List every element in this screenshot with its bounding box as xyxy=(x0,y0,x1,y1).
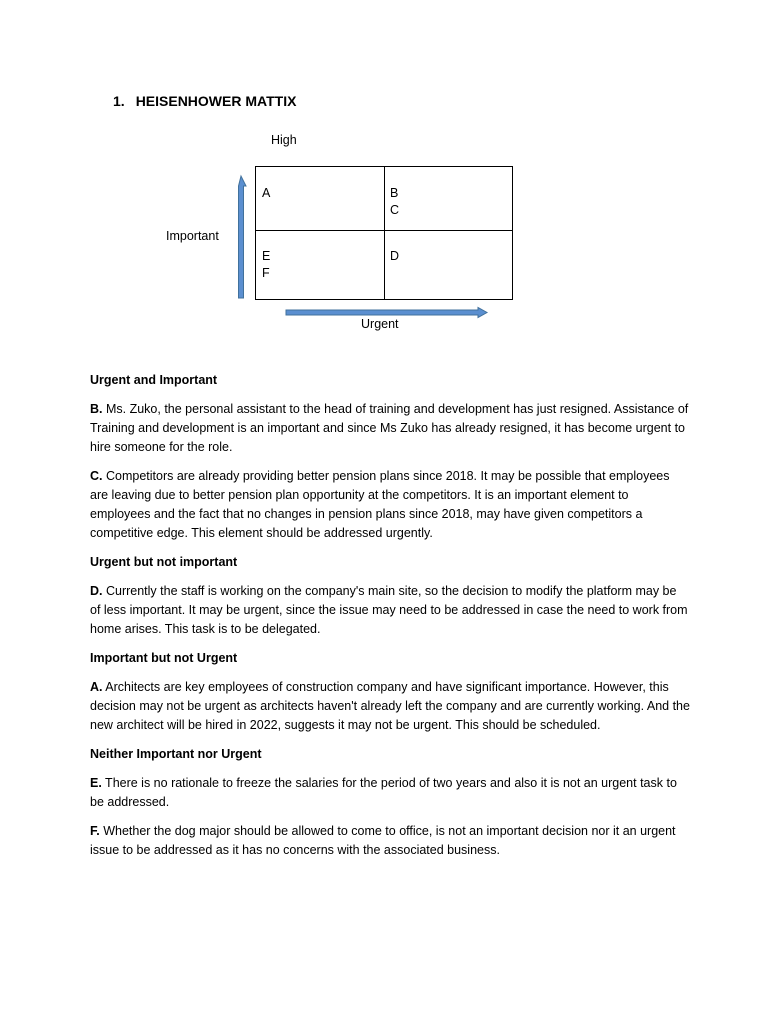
heading-number: 1. xyxy=(113,93,125,109)
paragraph-text: Competitors are already providing better pension plans since 2018. It may be possible that employees are leaving due to better pension plan opportunity at the competitors. It is an important element to employees and the fact that no changes in pension plans since 2018, may have given competitors a competitive edge. This element should be addressed urgently. xyxy=(90,469,670,540)
section-title: Urgent but not important xyxy=(90,555,238,569)
paragraph xyxy=(90,582,690,639)
cell-top-right-1: B xyxy=(390,186,399,200)
paragraph xyxy=(90,822,690,860)
section-title: Urgent and Important xyxy=(90,373,218,387)
cell-bottom-right: D xyxy=(390,249,400,263)
paragraph-letter: B. xyxy=(90,402,103,416)
urgent-label: Urgent xyxy=(361,317,399,331)
important-label: Important xyxy=(166,229,219,243)
document-body xyxy=(90,371,690,870)
paragraph-letter: E. xyxy=(90,776,102,790)
paragraph-text: There is no rationale to freeze the salaries for the period of two years and also it is not an urgent task to be addressed. xyxy=(90,776,677,809)
matrix-graphics xyxy=(0,0,768,340)
paragraph-text: Whether the dog major should be allowed to come to office, is not an important decision nor it an urgent issue to be addressed as it has no concerns with the associated business. xyxy=(90,824,676,857)
important-axis-arrow xyxy=(239,176,247,298)
eisenhower-matrix-diagram xyxy=(0,0,768,340)
paragraph-letter: F. xyxy=(90,824,100,838)
paragraph-letter: C. xyxy=(90,469,103,483)
paragraph xyxy=(90,774,690,812)
cell-bottom-left-1: E xyxy=(262,249,271,263)
cell-top-right-2: C xyxy=(390,203,400,217)
high-label: High xyxy=(271,133,297,147)
urgent-axis-arrow xyxy=(286,308,487,318)
paragraph-letter: D. xyxy=(90,584,103,598)
paragraph-text: Ms. Zuko, the personal assistant to the head of training and development has just resigned. Assistance of Training and development is an important and since Ms Zuko has already resigned, it has become urgent to hire someone for the role. xyxy=(90,402,689,454)
section-title: Neither Important nor Urgent xyxy=(90,747,262,761)
cell-bottom-left-2: F xyxy=(262,266,270,280)
paragraph xyxy=(90,467,690,543)
paragraph xyxy=(90,400,690,457)
paragraph-text: Architects are key employees of construction company and have significant importance. However, this decision may not be urgent as architects haven't already left the company and are currently working. And the new architect will be hired in 2022, suggests it may not be urgent. This should be scheduled. xyxy=(90,680,690,732)
section-title: Important but not Urgent xyxy=(90,651,238,665)
paragraph-letter: A. xyxy=(90,680,103,694)
heading-title: HEISENHOWER MATTIX xyxy=(135,93,297,109)
paragraph-text: Currently the staff is working on the company's main site, so the decision to modify the platform may be of less important. It may be urgent, since the issue may need to be addressed in case the need to work from home arises. This task is to be delegated. xyxy=(90,584,688,636)
paragraph xyxy=(90,678,690,735)
cell-top-left: A xyxy=(262,186,271,200)
